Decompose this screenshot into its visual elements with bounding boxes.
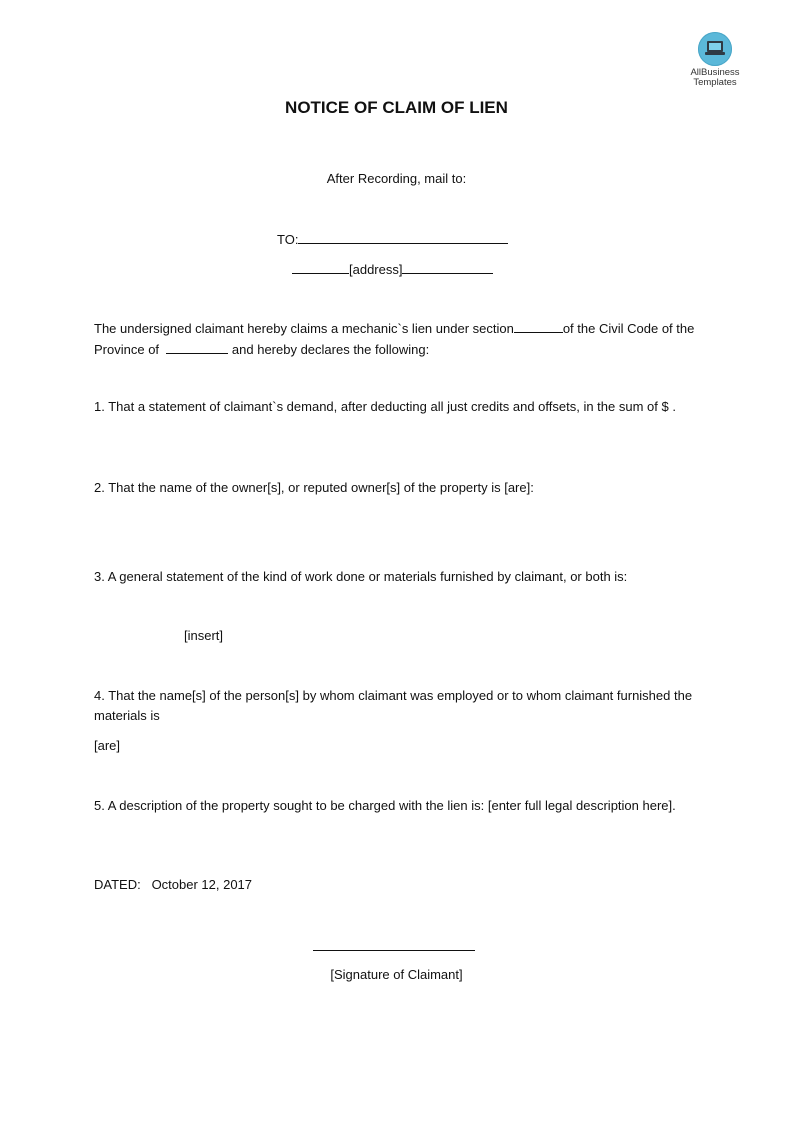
section-blank xyxy=(514,318,563,333)
logo-text-line1: AllBusiness xyxy=(690,67,740,78)
address-blank-left xyxy=(292,259,349,274)
intro-text-part3: and hereby declares the following: xyxy=(231,342,430,357)
to-blank xyxy=(298,229,508,244)
intro-text-part2: of the Civil Code of the Province of xyxy=(94,321,695,357)
item-5: 5. A description of the property sought to be charged with the lien is: [enter full legal description here]. xyxy=(94,798,676,813)
dated-value: October 12, 2017 xyxy=(151,877,253,892)
dated-line xyxy=(94,875,252,895)
item-4: 4. That the name[s] of the person[s] by whom claimant was employed or to whom claimant furnished the materials is xyxy=(94,688,693,723)
address-line xyxy=(292,259,493,280)
allbusiness-logo xyxy=(684,32,746,88)
address-blank-right xyxy=(402,259,493,274)
to-line xyxy=(277,229,508,250)
to-label: TO: xyxy=(277,232,299,247)
item-3: 3. A general statement of the kind of work done or materials furnished by claimant, or both is: xyxy=(94,569,628,584)
address-label: [address] xyxy=(349,262,403,277)
insert-placeholder: [insert] xyxy=(184,628,224,643)
logo-text-line2: Templates xyxy=(693,77,737,88)
item-1: 1. That a statement of claimant`s demand, after deducting all just credits and offsets, in the sum of $ . xyxy=(94,399,676,414)
intro-text-part1: The undersigned claimant hereby claims a mechanic`s lien under section xyxy=(94,321,514,336)
document-title: NOTICE OF CLAIM OF LIEN xyxy=(285,98,508,117)
province-blank xyxy=(166,339,228,354)
dated-label: DATED: xyxy=(94,877,141,892)
after-recording-label: After Recording, mail to: xyxy=(326,171,467,186)
item-2: 2. That the name of the owner[s], or reputed owner[s] of the property is [are]: xyxy=(94,480,534,495)
signature-label: [Signature of Claimant] xyxy=(330,967,463,982)
intro-paragraph xyxy=(94,318,698,360)
signature-line xyxy=(313,950,475,951)
laptop-icon xyxy=(698,32,732,66)
are-placeholder: [are] xyxy=(94,738,121,753)
